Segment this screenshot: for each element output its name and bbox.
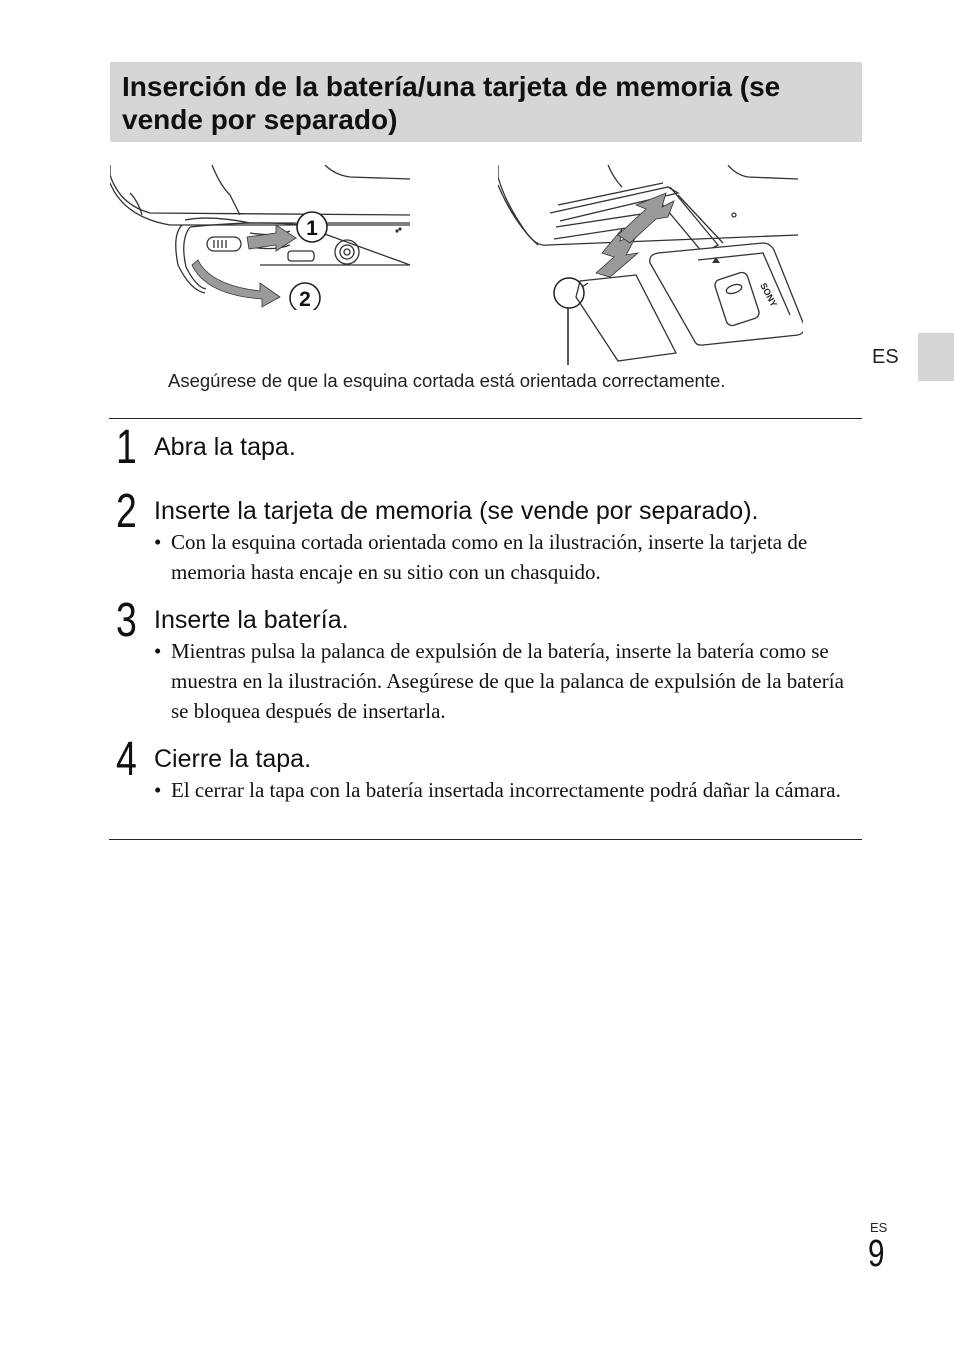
bullet-dot: • [154, 639, 162, 663]
step-4-number: 4 [116, 733, 137, 786]
callout-2: 2 [299, 288, 311, 310]
bullet-dot: • [154, 530, 162, 554]
language-tab-label: ES [872, 346, 899, 368]
camera-bottom-drawing [110, 165, 412, 310]
step-1-number: 1 [116, 421, 137, 474]
step-3-bullet [154, 636, 860, 726]
step-3-title: Inserte la batería. [154, 606, 349, 634]
footer-lang: ES [870, 1220, 888, 1235]
step-4-title: Cierre la tapa. [154, 745, 312, 773]
step-2-title: Inserte la tarjeta de memoria (se vende por separado). [154, 497, 759, 525]
step-3-number: 3 [116, 594, 137, 647]
top-rule [109, 418, 862, 419]
step-2-bullet [154, 527, 860, 587]
page-title: Inserción de la batería/una tarjeta de memoria (se vende por separado) [122, 71, 781, 135]
step-1-title: Abra la tapa. [154, 433, 296, 461]
card-battery-illustration [498, 165, 803, 365]
insertion-drawing [498, 165, 803, 365]
step-2-bullet-text: Con la esquina cortada orientada como en la ilustración, inserte la tarjeta de memoria hasta encaje en su sitio con un chasquido. [171, 530, 808, 584]
bottom-rule [109, 839, 862, 840]
figure-caption: Asegúrese de que la esquina cortada está orientada correctamente. [168, 370, 726, 391]
step-2-number: 2 [116, 485, 137, 538]
step-4-bullet [154, 775, 860, 805]
battery-brand-text: SONY [758, 281, 780, 309]
page-number: 9 [868, 1233, 885, 1275]
step-3-bullet-text: Mientras pulsa la palanca de expulsión de la batería, inserte la batería como se muestra en la ilustración. Asegúrese de que la palanca de expulsión de la batería se bloquea después de insertarla. [171, 639, 844, 723]
camera-cover-illustration [110, 165, 412, 310]
step-4-bullet-text: El cerrar la tapa con la batería insertada incorrectamente podrá dañar la cámara. [171, 778, 841, 802]
bullet-dot: • [154, 778, 162, 802]
language-tab [918, 333, 954, 381]
title-banner [110, 62, 862, 142]
callout-1: 1 [306, 217, 318, 240]
